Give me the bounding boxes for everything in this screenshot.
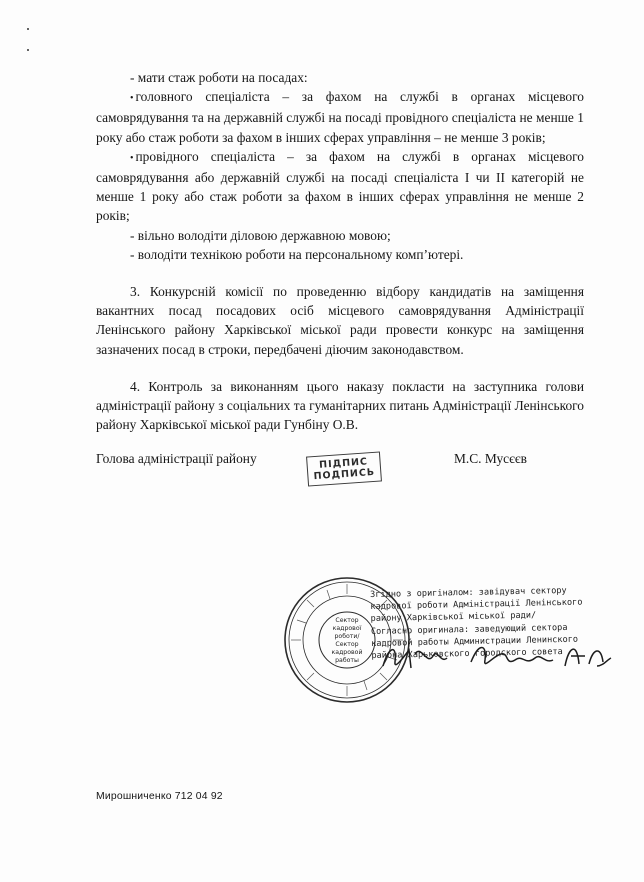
seal-center-line: Сектор xyxy=(335,617,359,624)
scan-speck xyxy=(27,28,29,30)
signature-stamp xyxy=(306,451,382,486)
executor-footer: Мирошниченко 712 04 92 xyxy=(96,791,223,802)
stamp-line-ru: ПОДПИСЬ xyxy=(313,466,376,483)
certification-line: кадровой работы Администрации Ленинского xyxy=(371,634,579,649)
certification-line: Згідно з оригіналом: завідувач сектору xyxy=(370,585,567,600)
clause-3: 3. Конкурсній комісії по проведенню відбору кандидатів на заміщення вакантних посад посадових осіб місцевого самоврядування Адміністрації Ленінського району Харківської міської ради провести конкурс на заміщення зазначених посад в строки, передбачені діючим законодавством. xyxy=(96,284,584,357)
certification-line: района Харьковского городского совета xyxy=(371,646,563,661)
document-body xyxy=(96,68,584,434)
requirement-leading-specialist: • провідного спеціаліста – за фахом на службі в органах місцевого самоврядування або державній службі на посаді спеціаліста I чи II категорій не менше 1 року або стаж роботи за фахом в інших сферах управління не менше 2 років; xyxy=(96,147,584,226)
requirement-experience-intro: - мати стаж роботи на посадах: xyxy=(130,70,308,85)
signatory-title: Голова адміністрації району xyxy=(96,451,257,466)
requirement-computer: - володіти технікою роботи на персональному комп’ютері. xyxy=(130,246,464,262)
seal-center-line: кадровой xyxy=(331,649,363,656)
seal-center-line: работы xyxy=(335,657,359,664)
clause-4: 4. Контроль за виконанням цього наказу покласти на заступника голови адміністрації району з соціальних та гуманітарних питань Адміністрації Ленінського району Харківської міської ради Гунбіну О.В. xyxy=(96,378,584,433)
handwritten-signature-icon xyxy=(375,636,615,676)
requirement-chief-specialist: • головного спеціаліста – за фахом на службі в органах місцевого самоврядування та на державній службі на посаді провідного спеціаліста не менше 1 року або стаж роботи за фахом в інших сферах управління – не менше 3 років; xyxy=(96,87,584,147)
certification-line: Согласно оригинала: заведующий сектора xyxy=(370,622,568,637)
signatory-name: М.С. Мусєєв xyxy=(454,451,527,466)
scan-speck xyxy=(27,49,29,51)
stamp-line-ua: ПІДПИС xyxy=(318,456,369,471)
certification-line: району Харківської міської ради/ xyxy=(370,610,537,625)
seal-center-line: Сектор xyxy=(335,641,359,648)
requirement-language: - вільно володіти діловою державною мовою; xyxy=(130,227,391,243)
seal-center-line: кадрової xyxy=(332,625,362,632)
seal-center-line: роботи/ xyxy=(334,633,360,640)
certification-line: кадрової роботи Адміністрації Ленінського xyxy=(370,597,583,613)
